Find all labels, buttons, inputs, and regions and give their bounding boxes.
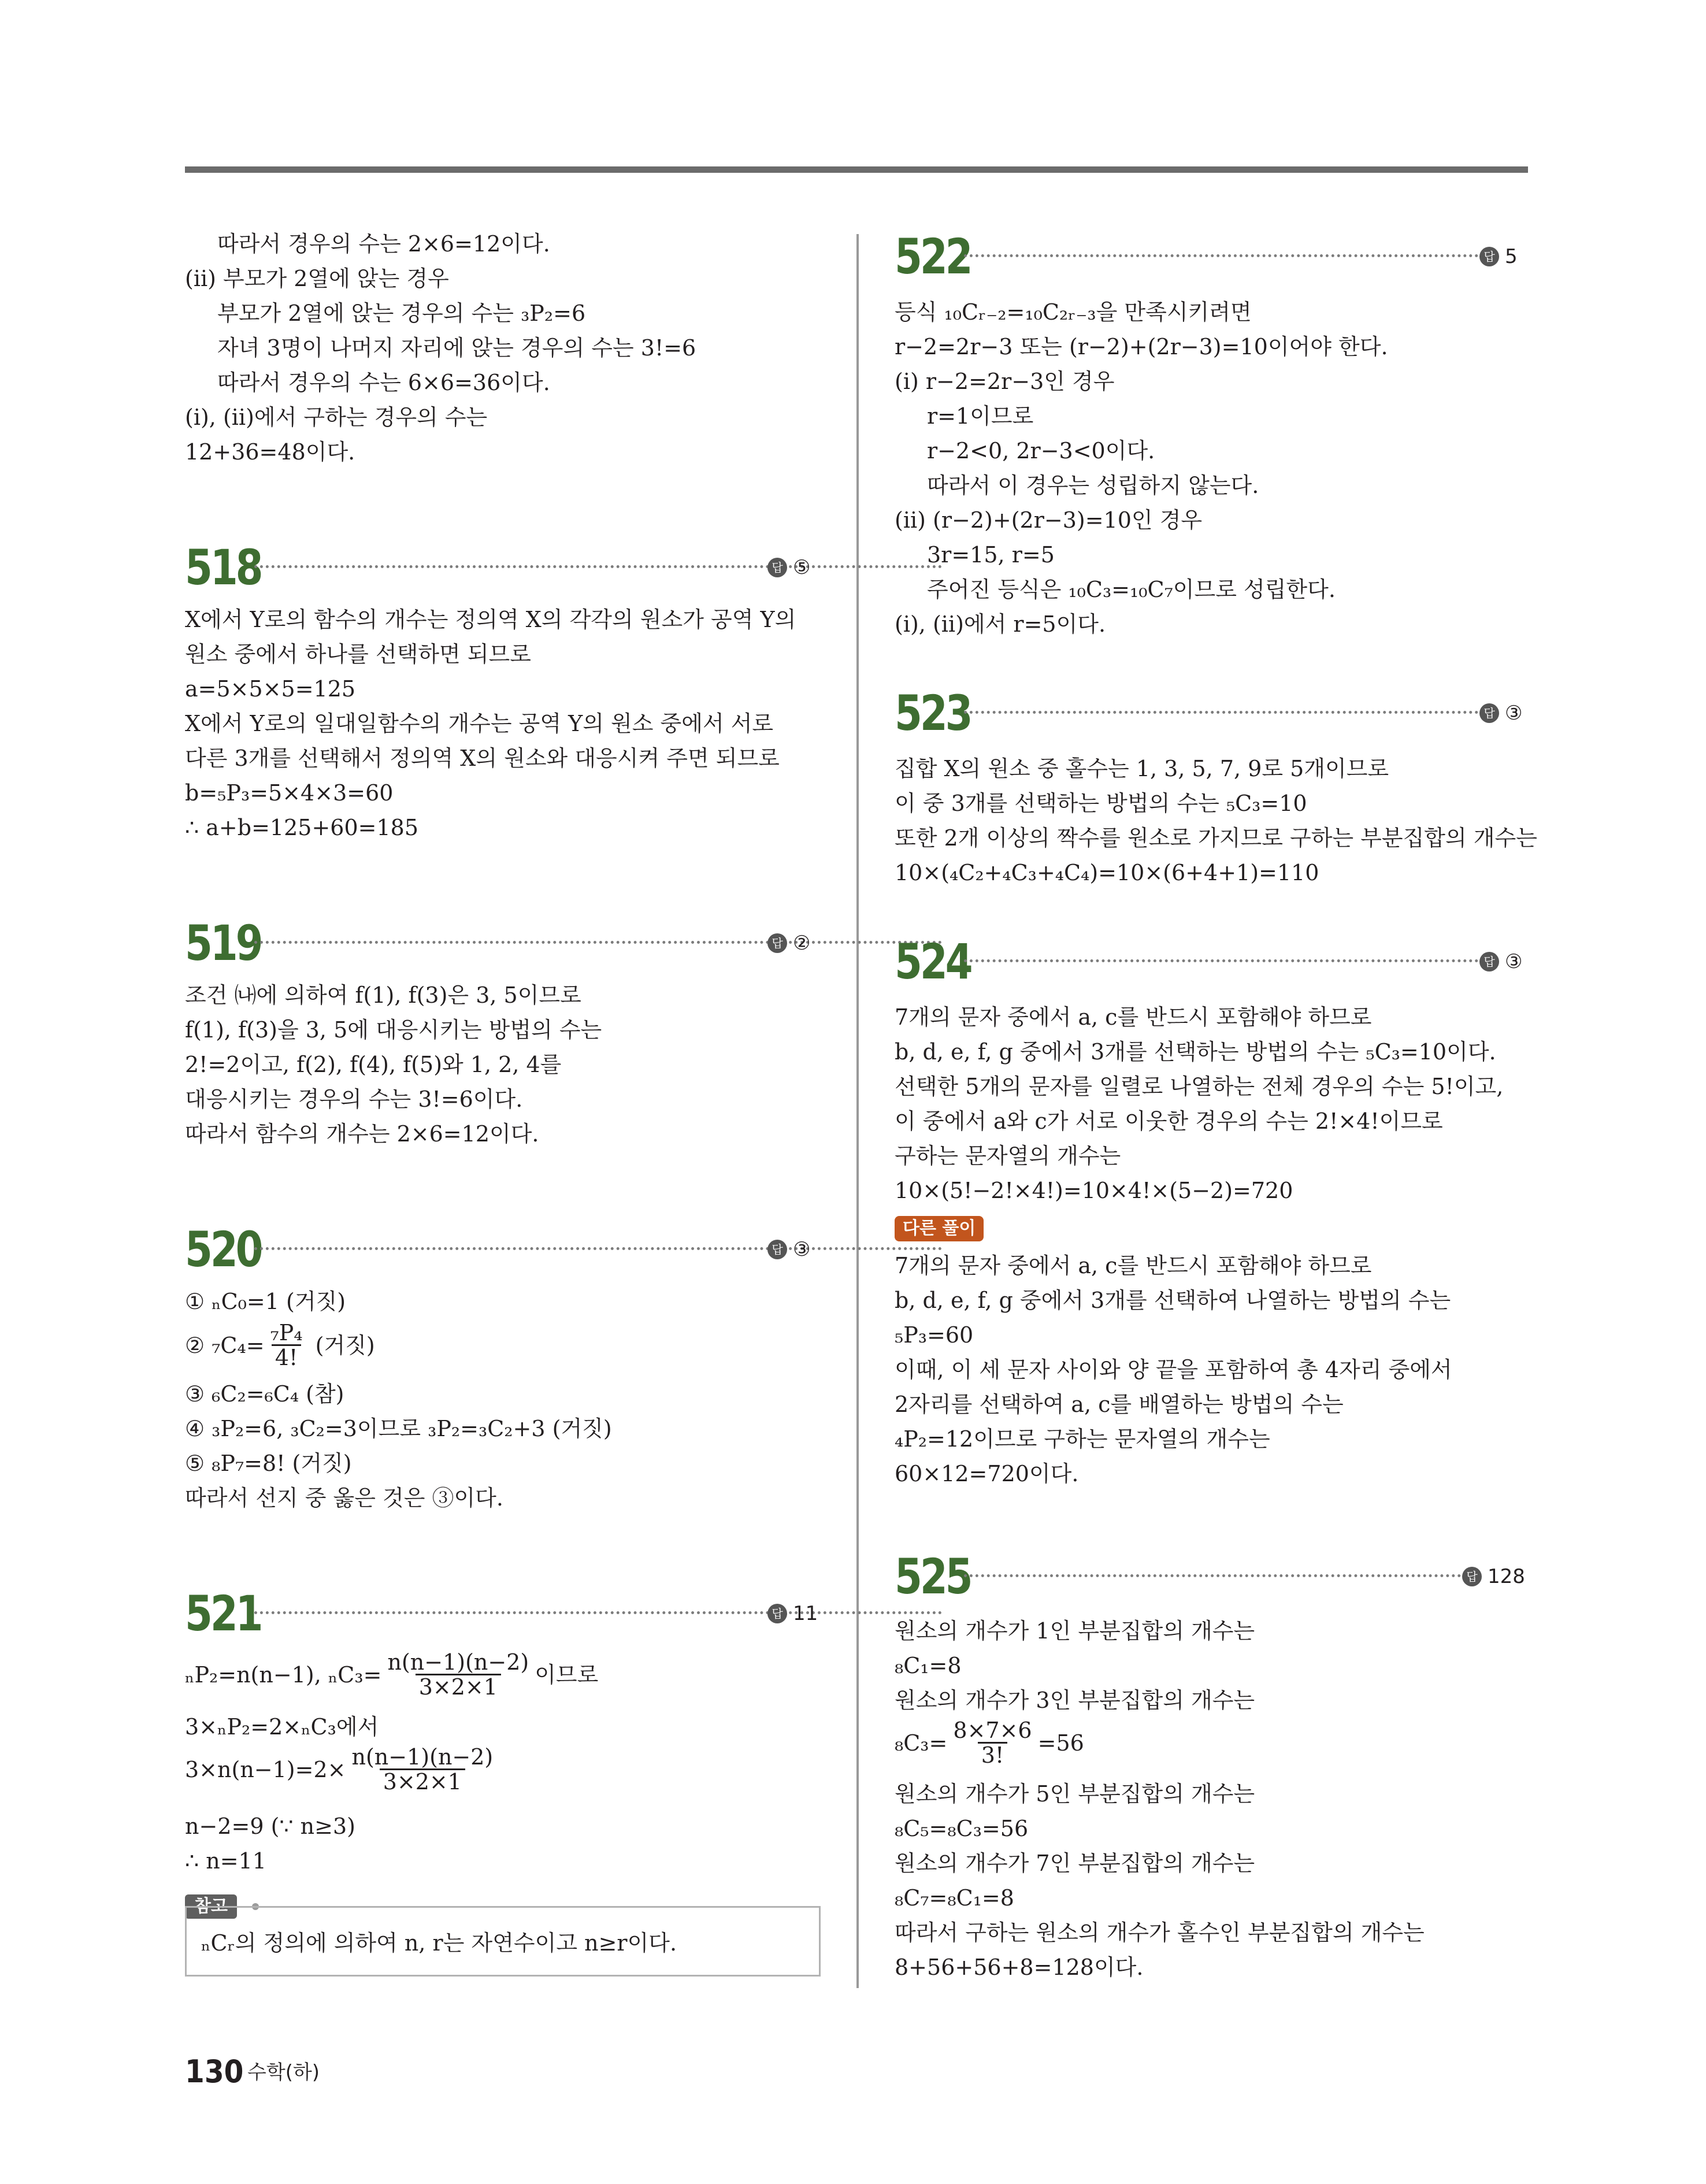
text-line: ⑤ ₈P₇=8! (거짓) [185,1451,352,1476]
formula-text: ₙP₂=n(n−1), ₙC₃= [185,1662,382,1688]
problem-number: 520 [185,1221,261,1278]
formula-line [185,1744,499,1796]
leader-dots [964,711,1484,714]
formula-line [185,1320,375,1371]
answer-icon: 답 [767,1240,787,1259]
text-line: ④ ₃P₂=6, ₃C₂=3이므로 ₃P₂=₃C₂+3 (거짓) [185,1416,612,1441]
formula-text: ② ₇C₄= [185,1333,265,1358]
answer-value: ⑤ [793,556,811,579]
leader-dots [964,254,1484,257]
answer-icon: 답 [767,1604,787,1623]
text-line: a=5×5×5=125 [185,676,356,702]
text-line: ₈C₇=₈C₁=8 [895,1885,1014,1911]
text-line: 3r=15, r=5 [927,542,1055,568]
text-line: b, d, e, f, g 중에서 3개를 선택하여 나열하는 방법의 수는 [895,1288,1451,1313]
answer-value: ③ [793,1238,811,1261]
leader-dots [254,565,942,568]
text-line: (ⅰ), (ⅱ)에서 구하는 경우의 수는 [185,405,488,430]
text-line: 또한 2개 이상의 짝수를 원소로 가지므로 구하는 부분집합의 개수는 [895,825,1537,851]
problem-number: 524 [895,933,971,990]
answer-label [1479,950,1522,973]
text-line: ₈C₁=8 [895,1653,962,1678]
text-line: 구하는 문자열의 개수는 [895,1143,1121,1169]
text-line: 대응시키는 경우의 수는 3!=6이다. [185,1087,523,1112]
answer-icon: 답 [767,933,787,953]
answer-label [1462,1565,1525,1588]
text-line: (ⅰ) r−2=2r−3인 경우 [895,369,1115,394]
text-line: f(1), f(3)을 3, 5에 대응시키는 방법의 수는 [185,1017,602,1043]
numerator: 8×7×6 [953,1718,1032,1743]
leader-dots [254,941,942,944]
answer-label [767,556,810,579]
denominator: 3×2×1 [380,1768,465,1793]
text-line: ₅P₃=60 [895,1322,974,1348]
denominator: 3! [978,1742,1007,1767]
denominator: 3×2×1 [416,1674,501,1699]
answer-label [1479,245,1518,268]
text-line: 원소의 개수가 3인 부분집합의 개수는 [895,1688,1255,1713]
text-line: r−2=2r−3 또는 (r−2)+(2r−3)=10이어야 한다. [895,334,1388,359]
answer-label [767,1602,818,1625]
note-badge: 참고 [185,1894,237,1919]
leader-dots [254,1247,942,1250]
text-line: 원소의 개수가 5인 부분집합의 개수는 [895,1781,1255,1807]
text-line: 따라서 구하는 원소의 개수가 홀수인 부분집합의 개수는 [895,1920,1425,1945]
text-line: 2자리를 선택하여 a, c를 배열하는 방법의 수는 [895,1392,1344,1417]
answer-value: 5 [1505,245,1518,268]
text-line: (ⅰ), (ⅱ)에서 r=5이다. [895,611,1106,637]
text-line: 10×(₄C₂+₄C₃+₄C₄)=10×(6+4+1)=110 [895,860,1319,885]
text-line: r=1이므로 [927,403,1034,429]
formula-text: ₈C₃= [895,1730,948,1756]
formula-line [185,1649,599,1701]
formula-text: (거짓) [308,1333,375,1358]
formula-text: =56 [1037,1730,1084,1756]
text-line: 7개의 문자 중에서 a, c를 반드시 포함해야 하므로 [895,1004,1372,1030]
text-line: 7개의 문자 중에서 a, c를 반드시 포함해야 하므로 [895,1253,1372,1278]
book-title: 수학(하) [247,2061,320,2084]
text-line: 선택한 5개의 문자를 일렬로 나열하는 전체 경우의 수는 5!이고, [895,1074,1504,1099]
problem-number: 523 [895,685,971,741]
text-line: 등식 ₁₀Cᵣ₋₂=₁₀C₂ᵣ₋₃을 만족시키려면 [895,299,1252,325]
answer-icon: 답 [1462,1567,1482,1586]
formula-text: 이므로 [535,1662,599,1688]
text-line: 따라서 선지 중 옳은 것은 ③이다. [185,1485,503,1511]
text-line: b, d, e, f, g 중에서 3개를 선택하는 방법의 수는 ₅C₃=10이다. [895,1039,1496,1065]
alt-solution-badge: 다른 풀이 [895,1216,984,1241]
text-line: X에서 Y로의 일대일함수의 개수는 공역 Y의 원소 중에서 서로 [185,711,774,736]
text-line: n−2=9 (∵ n≥3) [185,1814,355,1839]
problem-number: 518 [185,539,261,596]
text-line: 10×(5!−2!×4!)=10×4!×(5−2)=720 [895,1178,1293,1203]
text-line: 다른 3개를 선택해서 정의역 X의 원소와 대응시켜 주면 되므로 [185,746,780,771]
text-line: r−2<0, 2r−3<0이다. [927,438,1155,464]
top-rule [185,166,1528,173]
answer-value: 11 [793,1602,818,1625]
text-line: 2!=2이고, f(2), f(4), f(5)와 1, 2, 4를 [185,1052,562,1077]
text-line: X에서 Y로의 함수의 개수는 정의역 X의 각각의 원소가 공역 Y의 [185,607,796,632]
denominator: 4! [272,1344,301,1369]
text-line: 부모가 2열에 앉는 경우의 수는 ₃P₂=6 [217,301,586,326]
text-line: 원소의 개수가 7인 부분집합의 개수는 [895,1851,1255,1876]
answer-icon: 답 [1479,703,1499,723]
leader-dots [254,1611,942,1614]
text-line: 이때, 이 세 문자 사이와 양 끝을 포함하여 총 4자리 중에서 [895,1357,1452,1382]
text-line: 집합 X의 원소 중 홀수는 1, 3, 5, 7, 9로 5개이므로 [895,756,1389,781]
answer-label [767,932,810,955]
text-line: 원소의 개수가 1인 부분집합의 개수는 [895,1618,1255,1644]
text-line: 따라서 경우의 수는 6×6=36이다. [217,370,550,395]
text-line: 주어진 등식은 ₁₀C₃=₁₀C₇이므로 성립한다. [927,577,1336,602]
leader-dots [964,959,1484,962]
text-line: ① ₙC₀=1 (거짓) [185,1289,346,1314]
text-line: 8+56+56+8=128이다. [895,1955,1144,1980]
numerator: n(n−1)(n−2) [387,1649,529,1675]
text-line: 조건 ㈏에 의하여 f(1), f(3)은 3, 5이므로 [185,982,581,1008]
text-line: (ⅱ) (r−2)+(2r−3)=10인 경우 [895,507,1203,533]
answer-value: 128 [1488,1565,1525,1588]
problem-number: 525 [895,1548,971,1605]
answer-label [1479,702,1522,725]
page-number: 130 [185,2053,244,2090]
text-line: ₈C₅=₈C₃=56 [895,1816,1029,1841]
text-line: 이 중에서 a와 c가 서로 이웃한 경우의 수는 2!×4!이므로 [895,1108,1443,1134]
answer-label [767,1238,810,1261]
answer-value: ③ [1505,702,1523,725]
numerator: ₇P₄ [270,1320,303,1345]
fraction [267,1321,306,1369]
text-line: ③ ₆C₂=₆C₄ (참) [185,1381,344,1407]
column-divider [856,234,859,1988]
problem-number: 522 [895,228,971,285]
problem-number: 519 [185,915,261,972]
fraction [950,1719,1035,1767]
answer-value: ② [793,932,811,955]
answer-icon: 답 [767,558,787,577]
text-line: 12+36=48이다. [185,439,355,465]
answer-icon: 답 [1479,952,1499,972]
text-line: ∴ a+b=125+60=185 [185,815,419,840]
formula-line [895,1718,1084,1769]
numerator: n(n−1)(n−2) [351,1744,494,1770]
text-line: 따라서 경우의 수는 2×6=12이다. [217,231,550,257]
leader-dots [964,1574,1467,1577]
text-line: 3×ₙP₂=2×ₙC₃에서 [185,1714,379,1740]
fraction [348,1745,497,1793]
text-line: 이 중 3개를 선택하는 방법의 수는 ₅C₃=10 [895,791,1307,816]
formula-text: 3×n(n−1)=2× [185,1757,346,1782]
text-line: (ⅱ) 부모가 2열에 앉는 경우 [185,266,449,291]
text-line: 원소 중에서 하나를 선택하면 되므로 [185,642,531,667]
text-line: 60×12=720이다. [895,1461,1079,1486]
fraction [384,1651,532,1699]
text-line: ₄P₂=12이므로 구하는 문자열의 개수는 [895,1426,1270,1452]
text-line: 따라서 이 경우는 성립하지 않는다. [927,473,1259,498]
text-line: b=₅P₃=5×4×3=60 [185,780,394,806]
text-line: ∴ n=11 [185,1848,266,1874]
note-text: ₙCᵣ의 정의에 의하여 n, r는 자연수이고 n≥r이다. [201,1930,677,1956]
text-line: 따라서 함수의 개수는 2×6=12이다. [185,1121,539,1147]
answer-value: ③ [1505,950,1523,973]
answer-icon: 답 [1479,247,1499,266]
problem-number: 521 [185,1585,261,1642]
text-line: 자녀 3명이 나머지 자리에 앉는 경우의 수는 3!=6 [217,335,696,361]
